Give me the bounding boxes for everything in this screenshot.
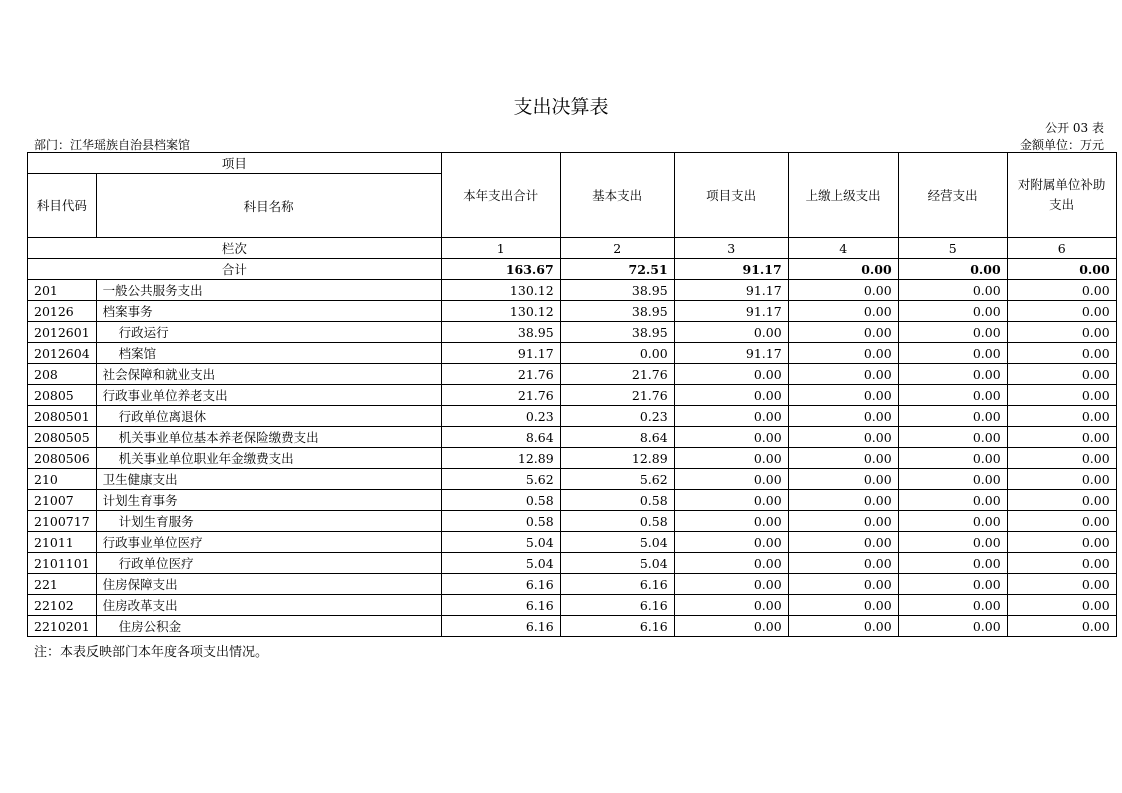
table-note: 注：本表反映部门本年度各项支出情况。	[34, 645, 269, 660]
page-title: 支出决算表	[513, 96, 609, 118]
header-basic: 基本支出	[560, 153, 674, 238]
amount-cell: 0.00	[898, 595, 1007, 616]
amount-cell: 0.00	[1007, 322, 1116, 343]
subject-name: 档案馆	[96, 343, 441, 364]
amount-cell: 0.00	[898, 574, 1007, 595]
amount-cell: 0.00	[788, 301, 898, 322]
amount-cell: 0.00	[1007, 616, 1116, 637]
amount-cell: 130.12	[441, 301, 560, 322]
header-business: 经营支出	[898, 153, 1007, 238]
amount-cell: 0.00	[898, 280, 1007, 301]
amount-cell: 0.00	[898, 406, 1007, 427]
subject-code: 201	[28, 280, 97, 301]
amount-cell: 0.00	[898, 364, 1007, 385]
amount-cell: 0.00	[898, 322, 1007, 343]
subject-code: 21007	[28, 490, 97, 511]
subject-name: 机关事业单位基本养老保险缴费支出	[96, 427, 441, 448]
subject-code: 208	[28, 364, 97, 385]
expenditure-table	[27, 152, 1117, 637]
amount-cell: 0.00	[898, 616, 1007, 637]
table-row	[28, 427, 1117, 448]
amount-cell: 0.00	[674, 553, 788, 574]
amount-cell: 0.00	[674, 406, 788, 427]
amount-cell: 0.00	[898, 301, 1007, 322]
amount-cell: 0.00	[788, 490, 898, 511]
amount-cell: 0.00	[674, 469, 788, 490]
table-row	[28, 343, 1117, 364]
header-row-item	[28, 153, 1117, 174]
subject-code: 20126	[28, 301, 97, 322]
amount-cell: 0.00	[1007, 385, 1116, 406]
column-index-1: 1	[441, 238, 560, 259]
amount-cell: 0.23	[560, 406, 674, 427]
amount-cell: 0.00	[674, 511, 788, 532]
subject-code: 2080505	[28, 427, 97, 448]
amount-cell: 0.00	[1007, 406, 1116, 427]
amount-cell: 0.00	[1007, 553, 1116, 574]
amount-cell: 0.00	[788, 511, 898, 532]
total-value: 0.00	[898, 259, 1007, 280]
table-row	[28, 553, 1117, 574]
total-value: 72.51	[560, 259, 674, 280]
table-row	[28, 301, 1117, 322]
amount-cell: 0.00	[1007, 280, 1116, 301]
subject-code: 2080501	[28, 406, 97, 427]
table-row	[28, 511, 1117, 532]
amount-cell: 5.04	[441, 553, 560, 574]
amount-cell: 38.95	[441, 322, 560, 343]
subject-code: 2012601	[28, 322, 97, 343]
amount-cell: 0.00	[1007, 532, 1116, 553]
amount-cell: 0.00	[1007, 448, 1116, 469]
amount-cell: 38.95	[560, 301, 674, 322]
total-value: 0.00	[1007, 259, 1116, 280]
amount-cell: 0.00	[898, 553, 1007, 574]
amount-cell: 0.00	[788, 469, 898, 490]
table-row	[28, 406, 1117, 427]
amount-cell: 0.00	[1007, 343, 1116, 364]
amount-cell: 0.00	[1007, 427, 1116, 448]
amount-cell: 38.95	[560, 322, 674, 343]
amount-cell: 0.00	[898, 511, 1007, 532]
subject-name: 计划生育服务	[96, 511, 441, 532]
subject-code: 21011	[28, 532, 97, 553]
subject-code: 2012604	[28, 343, 97, 364]
subject-name: 住房保障支出	[96, 574, 441, 595]
amount-cell: 0.00	[788, 406, 898, 427]
amount-cell: 6.16	[560, 574, 674, 595]
amount-cell: 12.89	[441, 448, 560, 469]
column-index-3: 3	[674, 238, 788, 259]
subject-code: 2101101	[28, 553, 97, 574]
amount-cell: 0.00	[788, 280, 898, 301]
header-subsidy: 对附属单位补助支出	[1007, 153, 1116, 238]
header-item: 项目	[28, 153, 442, 174]
header-name: 科目名称	[96, 174, 441, 238]
amount-cell: 0.00	[788, 553, 898, 574]
subject-name: 住房公积金	[96, 616, 441, 637]
subject-code: 210	[28, 469, 97, 490]
amount-cell: 0.00	[1007, 490, 1116, 511]
amount-cell: 0.00	[788, 322, 898, 343]
header-total: 本年支出合计	[441, 153, 560, 238]
amount-cell: 8.64	[441, 427, 560, 448]
column-index-5: 5	[898, 238, 1007, 259]
amount-cell: 0.00	[674, 364, 788, 385]
amount-cell: 0.00	[674, 427, 788, 448]
amount-cell: 0.58	[441, 490, 560, 511]
amount-cell: 0.00	[674, 448, 788, 469]
subject-name: 行政单位医疗	[96, 553, 441, 574]
table-row	[28, 385, 1117, 406]
amount-cell: 91.17	[441, 343, 560, 364]
table-row	[28, 532, 1117, 553]
amount-cell: 5.62	[560, 469, 674, 490]
amount-cell: 21.76	[441, 385, 560, 406]
table-row	[28, 322, 1117, 343]
total-value: 91.17	[674, 259, 788, 280]
amount-cell: 21.76	[560, 364, 674, 385]
amount-cell: 8.64	[560, 427, 674, 448]
amount-cell: 5.04	[560, 532, 674, 553]
column-index-4: 4	[788, 238, 898, 259]
amount-cell: 0.00	[898, 469, 1007, 490]
amount-cell: 0.00	[898, 532, 1007, 553]
amount-cell: 0.00	[898, 427, 1007, 448]
amount-cell: 5.62	[441, 469, 560, 490]
amount-cell: 0.00	[674, 574, 788, 595]
total-value: 0.00	[788, 259, 898, 280]
subject-code: 2100717	[28, 511, 97, 532]
department-label: 部门：江华瑶族自治县档案馆	[34, 138, 191, 152]
table-row	[28, 574, 1117, 595]
amount-cell: 0.00	[788, 595, 898, 616]
amount-cell: 0.00	[788, 574, 898, 595]
amount-cell: 6.16	[560, 616, 674, 637]
total-label: 合计	[28, 259, 442, 280]
amount-cell: 0.00	[788, 532, 898, 553]
amount-cell: 130.12	[441, 280, 560, 301]
table-row	[28, 595, 1117, 616]
total-value: 163.67	[441, 259, 560, 280]
amount-cell: 0.00	[674, 322, 788, 343]
table-row	[28, 490, 1117, 511]
subject-name: 社会保障和就业支出	[96, 364, 441, 385]
amount-cell: 0.00	[788, 364, 898, 385]
amount-cell: 12.89	[560, 448, 674, 469]
subject-name: 一般公共服务支出	[96, 280, 441, 301]
subject-name: 行政单位离退休	[96, 406, 441, 427]
amount-cell: 6.16	[441, 595, 560, 616]
column-index-6: 6	[1007, 238, 1116, 259]
amount-cell: 0.00	[898, 385, 1007, 406]
subject-name: 行政运行	[96, 322, 441, 343]
table-row	[28, 469, 1117, 490]
amount-cell: 6.16	[441, 616, 560, 637]
amount-cell: 0.00	[898, 448, 1007, 469]
amount-cell: 0.00	[788, 343, 898, 364]
amount-unit-label: 金额单位：万元	[1019, 138, 1104, 152]
header-upper: 上缴上级支出	[788, 153, 898, 238]
subject-code: 20805	[28, 385, 97, 406]
amount-cell: 0.00	[1007, 364, 1116, 385]
amount-cell: 0.00	[674, 385, 788, 406]
form-number: 公开 03 表	[1045, 121, 1104, 135]
amount-cell: 91.17	[674, 280, 788, 301]
table-row	[28, 616, 1117, 637]
subject-code: 2080506	[28, 448, 97, 469]
amount-cell: 0.58	[560, 490, 674, 511]
amount-cell: 0.58	[560, 511, 674, 532]
amount-cell: 38.95	[560, 280, 674, 301]
column-index-label: 栏次	[28, 238, 442, 259]
subject-name: 卫生健康支出	[96, 469, 441, 490]
header-project: 项目支出	[674, 153, 788, 238]
amount-cell: 0.00	[788, 448, 898, 469]
amount-cell: 91.17	[674, 343, 788, 364]
subject-code: 22102	[28, 595, 97, 616]
amount-cell: 0.00	[898, 490, 1007, 511]
subject-name: 计划生育事务	[96, 490, 441, 511]
amount-cell: 0.00	[1007, 469, 1116, 490]
table-row	[28, 364, 1117, 385]
table-row	[28, 280, 1117, 301]
amount-cell: 0.00	[1007, 511, 1116, 532]
amount-cell: 0.00	[674, 532, 788, 553]
amount-cell: 0.00	[674, 595, 788, 616]
subject-name: 行政事业单位养老支出	[96, 385, 441, 406]
amount-cell: 0.00	[898, 343, 1007, 364]
header-code: 科目代码	[28, 174, 97, 238]
amount-cell: 0.00	[788, 616, 898, 637]
amount-cell: 6.16	[560, 595, 674, 616]
subject-code: 221	[28, 574, 97, 595]
amount-cell: 21.76	[441, 364, 560, 385]
amount-cell: 21.76	[560, 385, 674, 406]
table-row	[28, 448, 1117, 469]
subject-code: 2210201	[28, 616, 97, 637]
amount-cell: 0.00	[1007, 574, 1116, 595]
column-index-row	[28, 238, 1117, 259]
amount-cell: 0.58	[441, 511, 560, 532]
column-index-2: 2	[560, 238, 674, 259]
subject-name: 行政事业单位医疗	[96, 532, 441, 553]
amount-cell: 5.04	[441, 532, 560, 553]
amount-cell: 0.23	[441, 406, 560, 427]
amount-cell: 0.00	[788, 427, 898, 448]
amount-cell: 0.00	[560, 343, 674, 364]
subject-name: 机关事业单位职业年金缴费支出	[96, 448, 441, 469]
subject-name: 档案事务	[96, 301, 441, 322]
amount-cell: 0.00	[674, 616, 788, 637]
amount-cell: 91.17	[674, 301, 788, 322]
amount-cell: 6.16	[441, 574, 560, 595]
total-row	[28, 259, 1117, 280]
amount-cell: 0.00	[788, 385, 898, 406]
amount-cell: 0.00	[674, 490, 788, 511]
amount-cell: 5.04	[560, 553, 674, 574]
amount-cell: 0.00	[1007, 301, 1116, 322]
amount-cell: 0.00	[1007, 595, 1116, 616]
subject-name: 住房改革支出	[96, 595, 441, 616]
